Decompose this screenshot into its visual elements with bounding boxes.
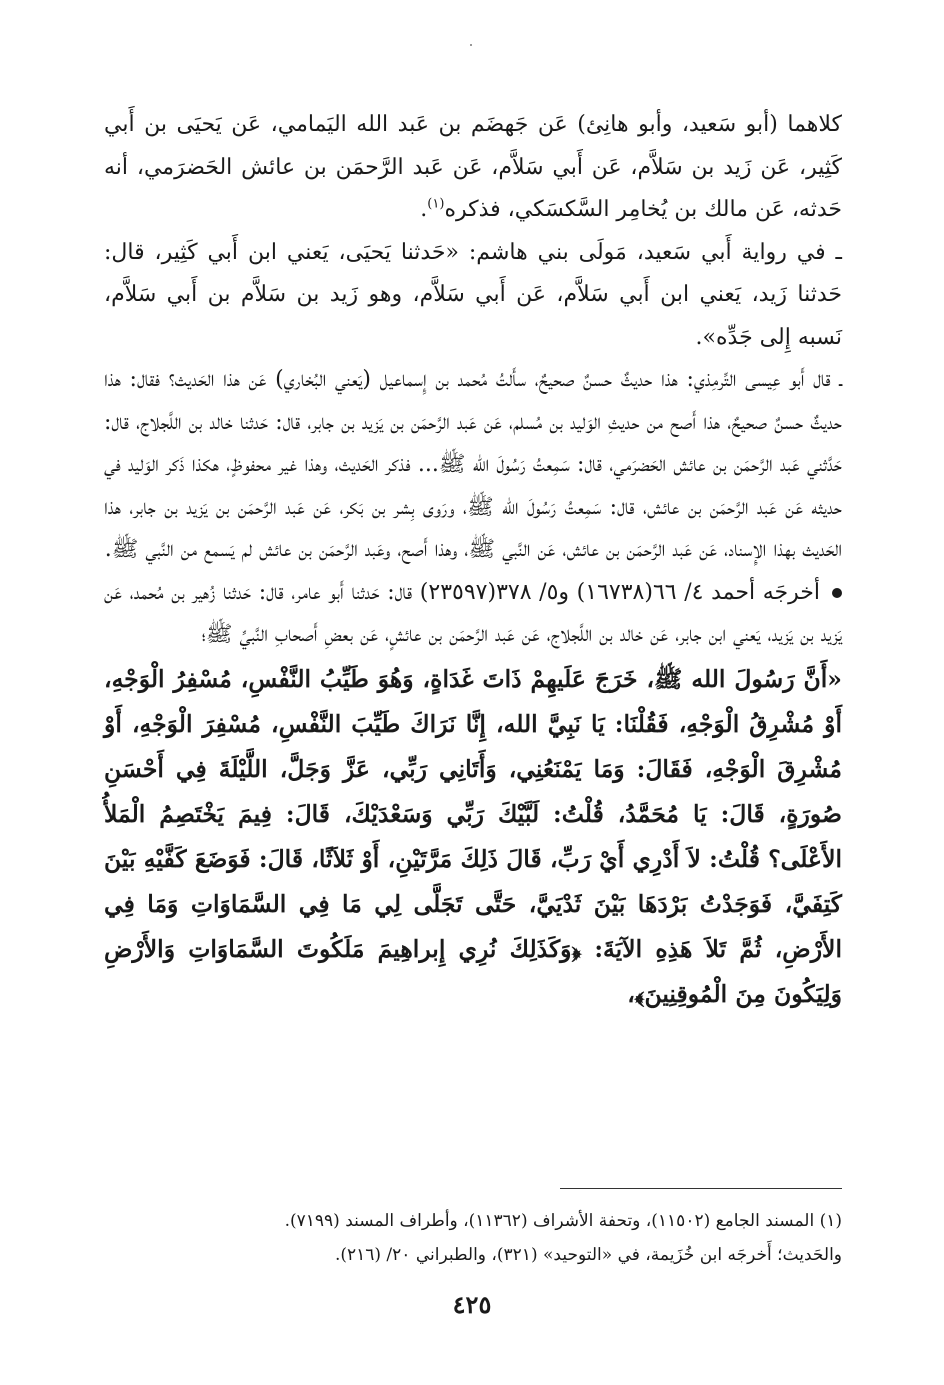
footnotes-block [104, 1204, 842, 1272]
footnote-reference-1: (١) [427, 196, 445, 212]
main-text-block [104, 104, 842, 1017]
footnote-separator [560, 1188, 842, 1189]
top-dot-mark [470, 44, 472, 46]
paragraph-ahmad-takhrij [104, 572, 842, 657]
page-number: ٤٢٥ [452, 1290, 492, 1319]
paragraph-1-text: كلاهما (أبو سَعيد، وأبو هانِئ) عَن جَهضَم بن عَبد الله اليَمامي، عَن يَحيَى بن أَبي كَثِير، عَن زَيد بن سَلاَّم، عَن أَبي سَلاَّم، عَن عَبد الرَّحمَن بن عائش الحَضرَمي، أنه حَدثه، عَن مالك بن يُخامِر السَّكسَكي، فذكره [104, 112, 842, 222]
paragraph-hadith-text: «أَنَّ رَسُولَ الله ﷺ، خَرَجَ عَلَيهِمْ ذَاتَ غَدَاةٍ، وَهُوَ طَيِّبُ النَّفْسِ، مُسْفِرُ الْوَجْهِ، أَوْ مُشْرِقُ الْوَجْهِ، فَقُلْنَا: يَا نَبِيَّ الله، إِنَّا نَرَاكَ طَيِّبَ النَّفْسِ، مُسْفِرَ الْوَجْهِ، أَوْ مُشْرِقَ الْوَجْهِ، فَقَالَ: وَمَا يَمْنَعُنِي، وَأَتَانِي رَبِّي، عَزَّ وَجَلَّ، اللَّيْلَةَ فِي أَحْسَنِ صُورَةٍ، قَالَ: يَا مُحَمَّدُ، قُلْتُ: لَبَّيْكَ رَبِّي وَسَعْدَيْكَ، قَالَ: فِيمَ يَخْتَصِمُ الْمَلأُ الأَعْلَى؟ قُلْتُ: لاَ أَدْرِي أَيْ رَبِّ، قَالَ ذَلِكَ مَرَّتَيْنِ، أَوْ ثَلاَثًا، قَالَ: فَوَضَعَ كَفَّيْهِ بَيْنَ كَتِفَيَّ، فَوَجَدْتُ بَرْدَهَا بَيْنَ ثَدْيَيَّ، حَتَّى تَجَلَّى لِي مَا فِي السَّمَاوَاتِ وَمَا فِي الأَرْضِ، ثُمَّ تَلاَ هَذِهِ الآيَةَ: ﴿وَكَذَلِكَ نُرِي إِبراهِيمَ مَلَكُوتَ السَّمَاوَاتِ وَالأَرْضِ وَلِيَكُونَ مِنَ الْمُوقِنِينَ﴾، [104, 664, 842, 1008]
footnote-2: والحَديث؛ أَخرجَه ابن خُزَيمة، في «التوحيد» (٣٢١)، والطبراني ٢٠/ (٢١٦). [334, 1245, 842, 1265]
paragraph-chain-of-narration [104, 104, 842, 232]
paragraph-abu-said-narration: ـ في رواية أَبي سَعيد، مَولَى بني هاشم: «حَدثنا يَحيَى، يَعني ابن أَبي كَثِير، قال: حَدثنا زَيد، يَعني ابن أَبي سَلاَّم، عَن أَبي سَلاَّم، وهو زَيد بن سَلاَّم بن أَبي سَلاَّم، نَسبه إِلى جَدِّه». [104, 239, 842, 350]
paragraph-1-tail: . [420, 197, 428, 222]
bullet-icon [832, 588, 842, 598]
paragraph-4-text: أخرجَه أحمد ٤/ ٦٦(١٦٧٣٨) و٥/ ٣٧٨(٢٣٥٩٧) قال: حَدثنا أَبو عامر، قال: حَدثنا زُهير بن مُحمد، عَن يَزيد بن يَزيد، يَعني ابن جابر، عَن خالد بن اللَّجلاج، عَن عَبد الرَّحمَن بن عائشٍ، عَن بعضِ أَصحابِ النَّبيِّ ﷺ؛ [104, 579, 842, 647]
paragraph-tirmidhi-comment: ـ قال أَبو عِيسى التِّرمِذي: هذا حديثٌ حسنٌ صحيحٌ، سأَلتُ مُحمد بن إِسماعيل (يَعني البُخاري) عَن هذا الحَديث؟ فقال: هذا حديثٌ حسنٌ صحيحٌ، هذا أَصح من حديثِ الوَليد بن مُسلم، عَن عَبد الرَّحمَن بن يَزيد بن جابر، قال: حَدثنا خالد بن اللَّجلاج، قال: حَدَّثني عَبد الرَّحمَن بن عائش الحَضرَمي، قال: سَمِعتُ رَسُولَ الله ﷺ... فذكر الحَديث، وهذا غير محفوظٍ، هكذا ذَكر الوَليد في حديثه عَن عَبد الرَّحمَن بن عائش، قال: سَمِعتُ رَسُولَ الله ﷺ، ورَوى بِشر بن بَكر، عَن عَبد الرَّحمَن بن يَزيد بن جابر، هذا الحَديث بهذا الإِسناد، عَن عَبد الرَّحمَن بن عائش، عَن النَّبي ﷺ، وهذا أَصح، وعَبد الرَّحمَن بن عائش لم يَسمع من النَّبي ﷺ. [104, 367, 843, 562]
footnote-1: (١) المسند الجامع (١١٥٠٢)، وتحفة الأشراف (١١٣٦٢)، وأطراف المسند (٧١٩٩). [284, 1211, 842, 1231]
